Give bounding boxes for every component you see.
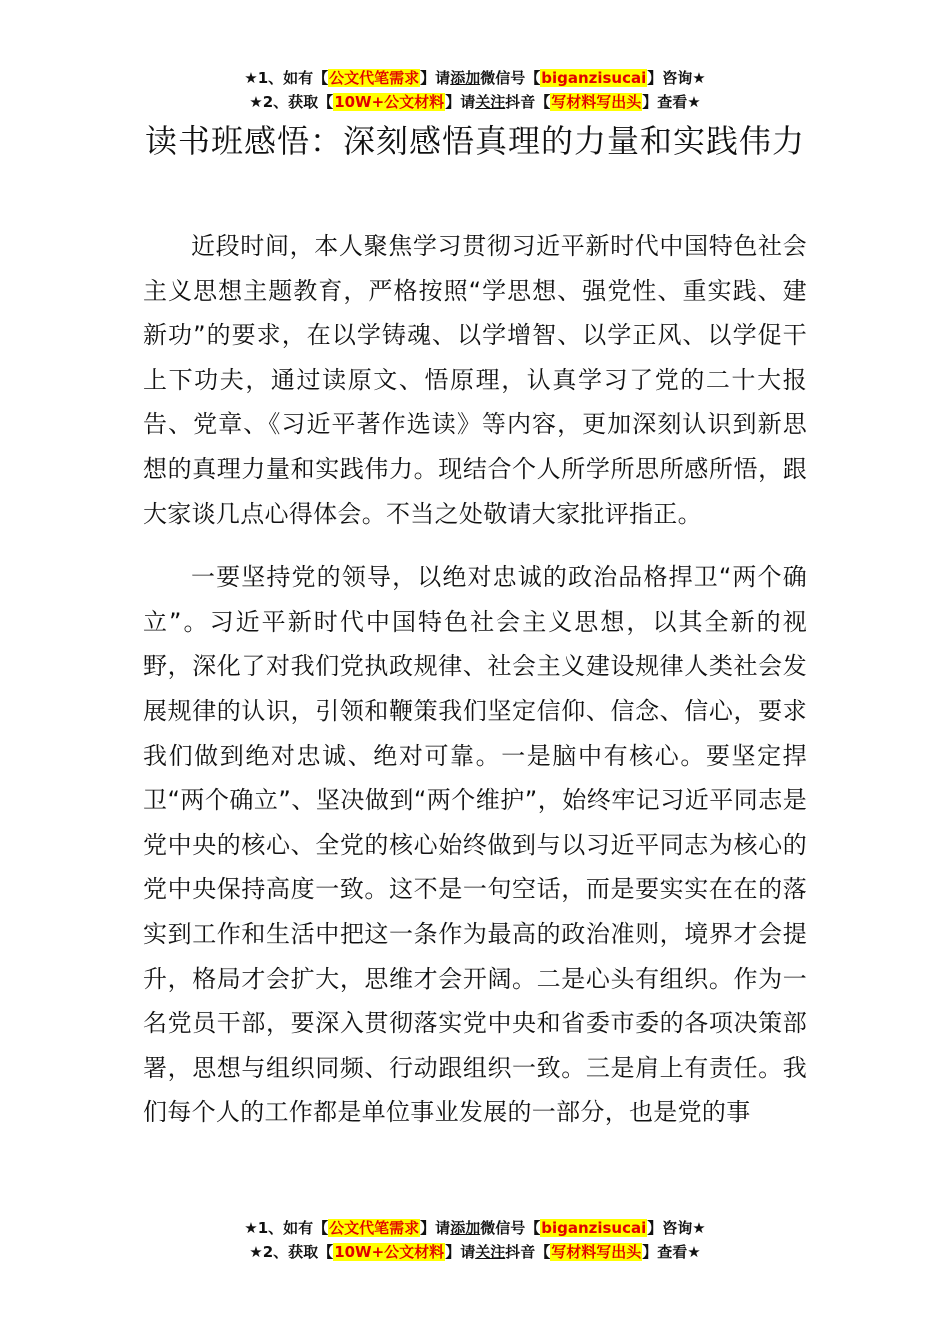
banner-text: ★2、获取【 <box>249 93 334 111</box>
underlined-text: 关注 <box>475 1243 506 1261</box>
banner-text: 】请 <box>445 93 476 111</box>
banner-text: 微信号【 <box>480 1219 541 1237</box>
banner-text: 】查看★ <box>642 1243 701 1261</box>
banner-text: 】请 <box>445 1243 476 1261</box>
banner-line-2 <box>0 90 950 114</box>
highlight-text: 10W+公文材料 <box>334 93 445 111</box>
highlight-text: 10W+公文材料 <box>334 1243 445 1261</box>
banner-text: ★2、获取【 <box>249 1243 334 1261</box>
banner-text: 】咨询★ <box>647 69 706 87</box>
paragraph-intro: 近段时间，本人聚焦学习贯彻习近平新时代中国特色社会主义思想主题教育，严格按照“学思想、强党性、重实践、建新功”的要求，在以学铸魂、以学增智、以学正风、以学促干上下功夫，通过读原文、悟原理，认真学习了党的二十大报告、党章、《习近平著作选读》等内容，更加深刻认识到新思想的真理力量和实践伟力。现结合个人所学所思所感所悟，跟大家谈几点心得体会。不当之处敬请大家批评指正。 <box>143 232 808 528</box>
underlined-text: 添加 <box>450 69 481 87</box>
paragraph-point-one: 一要坚持党的领导，以绝对忠诚的政治品格捍卫“两个确立”。习近平新时代中国特色社会主义思想，以其全新的视野，深化了对我们党执政规律、社会主义建设规律人类社会发展规律的认识，引领和鞭策我们坚定信仰、信念、信心，要求我们做到绝对忠诚、绝对可靠。一是脑中有核心。要坚定捍卫“两个确立”、坚决做到“两个维护”，始终牢记习近平同志是党中央的核心、全党的核心始终做到与以习近平同志为核心的党中央保持高度一致。这不是一句空话，而是要实实在在的落实到工作和生活中把这一条作为最高的政治准则，境界才会提升，格局才会扩大，思维才会开阔。二是心头有组织。作为一名党员干部，要深入贯彻落实党中央和省委市委的各项决策部署，思想与组织同频、行动跟组织一致。三是肩上有责任。我们每个人的工作都是单位事业发展的一部分，也是党的事 <box>143 563 807 1127</box>
banner-text: ★1、如有【 <box>244 69 329 87</box>
banner-text: 】咨询★ <box>647 1219 706 1237</box>
header-banner <box>0 66 950 114</box>
banner-text: 】请 <box>420 1219 451 1237</box>
banner-line-1 <box>0 1216 950 1240</box>
underlined-text: 添加 <box>450 1219 481 1237</box>
document-title: 读书班感悟：深刻感悟真理的力量和实践伟力 <box>144 122 805 160</box>
banner-text: 抖音【 <box>505 1243 551 1261</box>
douyin-account: 写材料写出头 <box>551 1243 642 1261</box>
banner-line-1 <box>0 66 950 90</box>
banner-line-2 <box>0 1240 950 1264</box>
underlined-text: 关注 <box>475 93 506 111</box>
banner-text: 】请 <box>420 69 451 87</box>
banner-text: 】查看★ <box>642 93 701 111</box>
highlight-text: 公文代笔需求 <box>329 1219 420 1237</box>
wechat-id: biganzisucai <box>541 1219 647 1237</box>
banner-text: 微信号【 <box>480 69 541 87</box>
banner-text: ★1、如有【 <box>244 1219 329 1237</box>
highlight-text: 公文代笔需求 <box>329 69 420 87</box>
document-body <box>143 224 807 1135</box>
wechat-id: biganzisucai <box>541 69 647 87</box>
footer-banner <box>0 1216 950 1264</box>
banner-text: 抖音【 <box>505 93 551 111</box>
douyin-account: 写材料写出头 <box>551 93 642 111</box>
